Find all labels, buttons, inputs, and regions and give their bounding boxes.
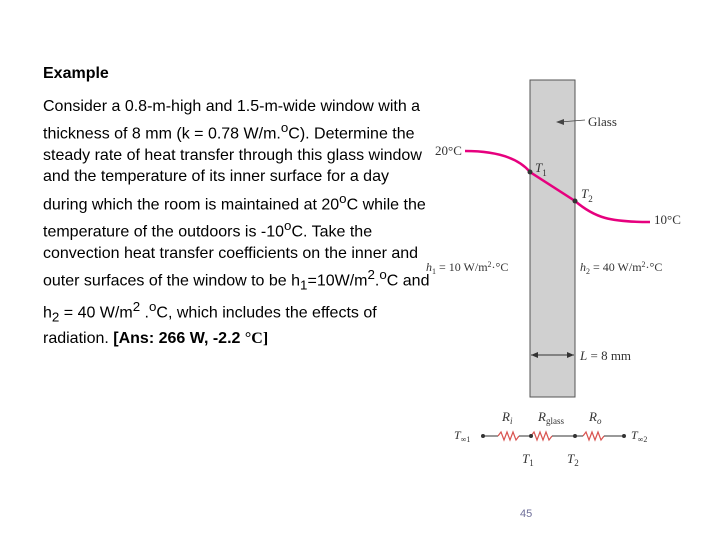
inside-temperature-label: 20°C [435,143,462,158]
ro-label: $R_o$ [589,409,602,426]
resistor-glass [531,432,552,440]
page-number: 45 [520,508,533,520]
glass-label: Glass [588,114,617,129]
node-t2 [573,434,577,438]
t2-label: $T_2$ [581,186,593,204]
outside-temperature-label: 10°C [654,212,681,227]
resistor-ro [583,432,604,440]
answer: [Ans: 266 W, -2.2 °C] [113,329,269,347]
h2-label: $h_2 = 40$ $W/m^2\cdot^\circ C$ [580,260,663,276]
problem-statement: Consider a 0.8-m-high and 1.5-m-wide window with a thickness of 8 mm (k = 0.78 W/m.$^o$C). Determine the steady rate of heat transfer through this glass window and the temperature of its inner surface for a day during which the room is maintained at 20$^o$C while the temperature of the outdoors is -10$^o$C. Take the convection heat transfer coefficients on the inner and outer surfaces of the window to be $h_1=10W/m^2.^oC$ and $h_2 = 40$ $W/m^2$ .$^o$C, which includes the effects of radiation. [Ans: 266 W, -2.2 °C] [43,98,430,347]
h1-label: $h_1 = 10$ $W/m^2\cdot^\circ C$ [426,260,509,276]
tinf1-label: $T_{\infty 1}$ [454,428,471,444]
thickness-label: L = 8 mm [580,348,632,363]
node-tinf1 [481,434,485,438]
network-t2-label: $T_2$ [567,451,579,468]
resistor-ri [498,432,519,440]
tinf2-label: $T_{\infty 2}$ [631,428,648,444]
node-t1 [529,434,533,438]
surface-point-t2 [573,199,578,204]
surface-point-t1 [528,170,533,175]
rglass-label: $R_{glass}$ [538,409,564,426]
node-tinf2 [622,434,626,438]
network-t1-label: $T_1$ [522,451,534,468]
glass-pane [530,80,575,397]
ri-label: $R_i$ [502,409,513,426]
t1-label: $T_1$ [535,160,547,178]
slide-heading: Example [43,65,109,82]
